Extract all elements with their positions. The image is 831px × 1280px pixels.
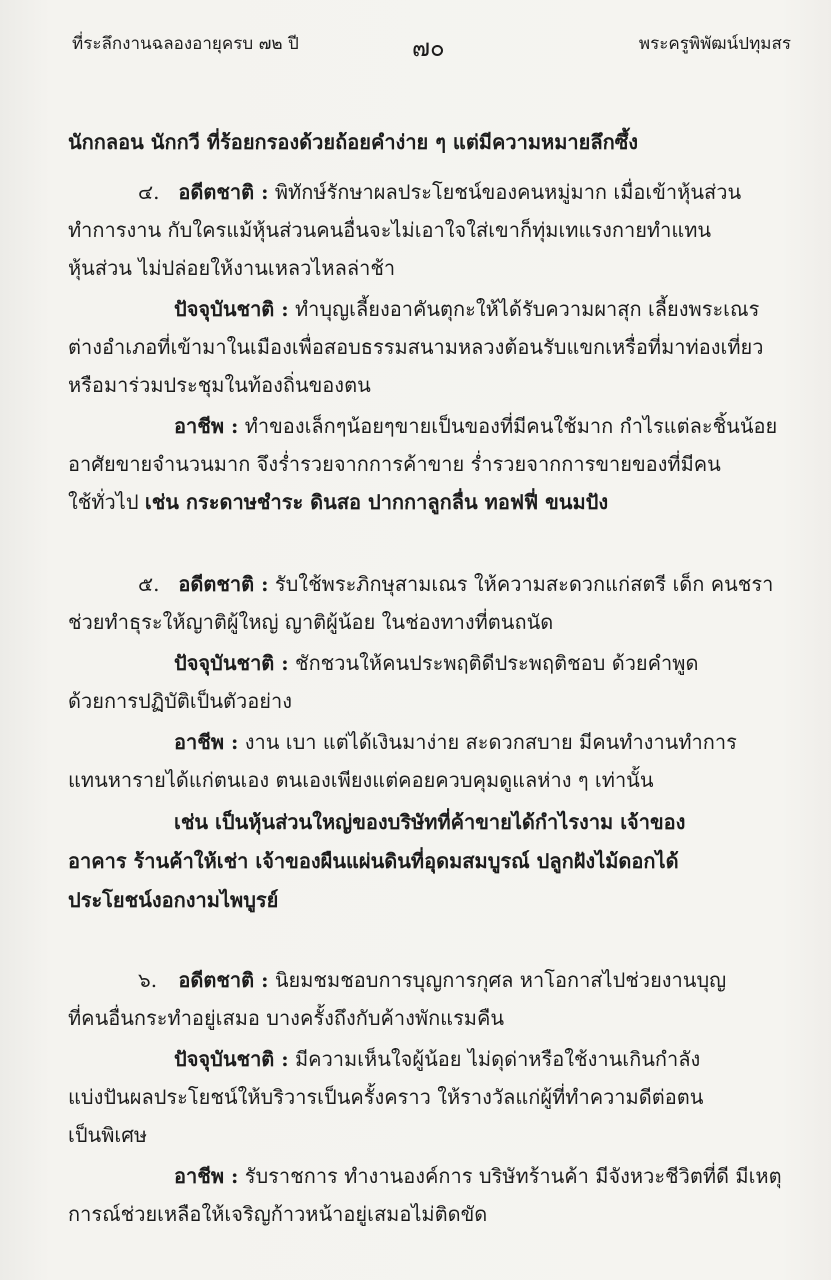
section-5-career	[174, 728, 737, 756]
section-number: ๔.	[138, 180, 160, 204]
section-5-present-cont: ด้วยการปฏิบัติเป็นตัวอย่าง	[68, 689, 292, 713]
section-6-career-cont: การณ์ช่วยเหลือให้เจริญก้าวหน้าอยู่เสมอไม่ติดขัด	[68, 1202, 488, 1226]
present-text: ทำบุญเลี้ยงอาคันตุกะให้ได้รับความผาสุก เลี้ยงพระเณร	[295, 297, 760, 321]
page-number: ๗๐	[412, 34, 445, 62]
section-5-example-cont: อาคาร ร้านค้าให้เช่า เจ้าของผืนแผ่นดินที่อุดมสมบูรณ์ ปลูกฝังไม้ดอกได้	[68, 849, 679, 873]
past-text: รับใช้พระภิกษุสามเณร ให้ความสะดวกแก่สตรี เด็ก คนชรา	[274, 572, 774, 596]
section-4-career-last	[68, 488, 608, 516]
present-text: มีความเห็นใจผู้น้อย ไม่ดุด่าหรือใช้งานเกินกำลัง	[295, 1047, 701, 1071]
career-example: เช่น กระดาษชำระ ดินสอ ปากกาลูกลื่น ทอฟฟี่ ขนมปัง	[144, 490, 609, 514]
career-text: รับราชการ ทำงานองค์การ บริษัทร้านค้า มีจังหวะชีวิตที่ดี มีเหตุ	[244, 1164, 782, 1188]
section-number: ๖.	[138, 968, 158, 992]
section-6-present-cont: เป็นพิเศษ	[68, 1123, 148, 1147]
present-text: ชักชวนให้คนประพฤติดีประพฤติชอบ ด้วยคำพูด	[295, 651, 699, 675]
present-label: ปัจจุบันชาติ :	[174, 1047, 289, 1071]
section-4-past-cont: หุ้นส่วน ไม่ปล่อยให้งานเหลวไหลล่าช้า	[68, 256, 396, 280]
section-6-past	[138, 966, 726, 994]
career-label: อาชีพ :	[174, 1164, 239, 1188]
section-5-past-cont: ช่วยทำธุระให้ญาติผู้ใหญ่ ญาติผู้น้อย ในช่องทางที่ตนถนัด	[68, 610, 554, 634]
past-text: นิยมชมชอบการบุญการกุศล หาโอกาสไปช่วยงานบุญ	[274, 968, 727, 992]
section-5-career-cont: แทนหารายได้แก่ตนเอง ตนเองเพียงแต่คอยควบคุมดูแลห่าง ๆ เท่านั้น	[68, 768, 654, 792]
career-text: งาน เบา แต่ได้เงินมาง่าย สะดวกสบาย มีคนทำงานทำการ	[244, 730, 737, 754]
career-last-plain: ใช้ทั่วไป	[68, 490, 145, 514]
intro-line: นักกลอน นักกวี ที่ร้อยกรองด้วยถ้อยคำง่าย ๆ แต่มีความหมายลึกซึ้ง	[68, 130, 639, 154]
present-label: ปัจจุบันชาติ :	[174, 297, 289, 321]
career-label: อาชีพ :	[174, 414, 239, 438]
section-4-present-cont: หรือมาร่วมประชุมในท้องถิ่นของตน	[68, 373, 371, 397]
section-6-career	[174, 1162, 782, 1190]
section-6-present-cont: แบ่งปันผลประโยชน์ให้บริวารเป็นครั้งคราว ให้รางวัลแก่ผู้ที่ทำความดีต่อตน	[68, 1085, 704, 1109]
past-label: อดีตชาติ :	[178, 968, 269, 992]
header-right-title: พระครูพิพัฒน์ปทุมสร	[638, 34, 791, 54]
past-label: อดีตชาติ :	[178, 572, 269, 596]
section-6-present	[174, 1045, 700, 1073]
section-4-career-cont: อาศัยขายจำนวนมาก จึงร่ำรวยจากการค้าขาย ร่ำรวยจากการขายของที่มีคน	[68, 452, 721, 476]
past-text: พิทักษ์รักษาผลประโยชน์ของคนหมู่มาก เมื่อเข้าหุ้นส่วน	[274, 180, 742, 204]
section-5-past	[138, 570, 773, 598]
section-4-present	[174, 295, 759, 323]
present-label: ปัจจุบันชาติ :	[174, 651, 289, 675]
section-6-past-cont: ที่คนอื่นกระทำอยู่เสมอ บางครั้งถึงกับค้างพักแรมคืน	[68, 1006, 505, 1030]
section-5-example-cont: ประโยชน์งอกงามไพบูรย์	[68, 888, 279, 912]
header-left-title: ที่ระลึกงานฉลองอายุครบ ๗๒ ปี	[72, 34, 299, 54]
section-5-present	[174, 649, 698, 677]
running-header	[72, 30, 791, 60]
section-4-past	[138, 178, 741, 206]
section-4-past-cont: ทำการงาน กับใครแม้หุ้นส่วนคนอื่นจะไม่เอาใจใส่เขาก็ทุ่มเทแรงกายทำแทน	[68, 218, 712, 242]
section-5-example: เช่น เป็นหุ้นส่วนใหญ่ของบริษัทที่ค้าขายได้กำไรงาม เจ้าของ	[174, 810, 686, 834]
past-label: อดีตชาติ :	[178, 180, 269, 204]
section-4-present-cont: ต่างอำเภอที่เข้ามาในเมืองเพื่อสอบธรรมสนามหลวงต้อนรับแขกเหรื่อที่มาท่องเที่ยว	[68, 335, 764, 359]
career-text: ทำของเล็กๆน้อยๆขายเป็นของที่มีคนใช้มาก กำไรแต่ละชิ้นน้อย	[244, 414, 778, 438]
section-number: ๕.	[138, 572, 160, 596]
section-4-career	[174, 412, 777, 440]
career-label: อาชีพ :	[174, 730, 239, 754]
